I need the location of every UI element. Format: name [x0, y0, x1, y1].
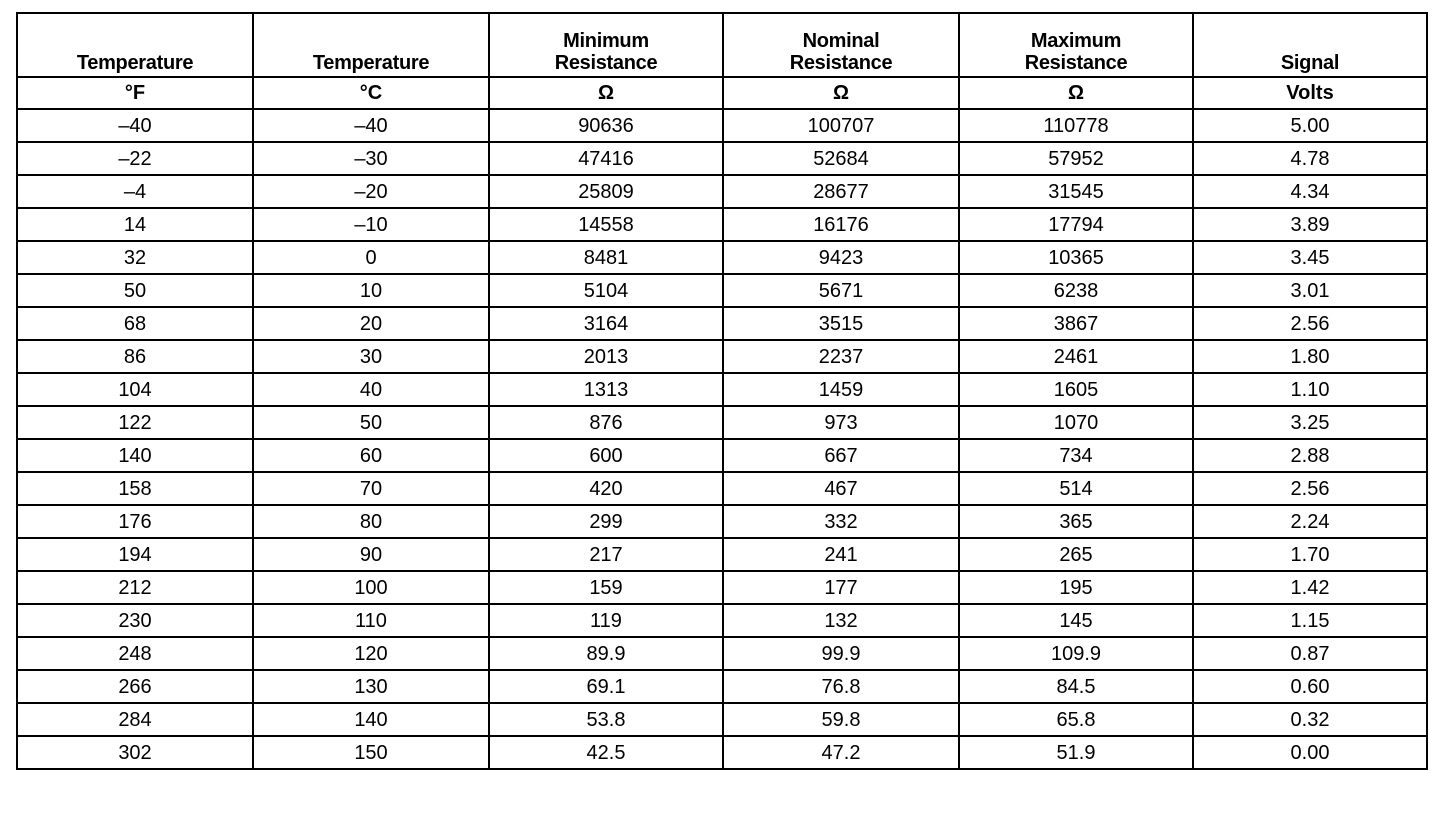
- cell-signal-volts: 3.45: [1193, 241, 1427, 274]
- cell-nominal-resistance: 76.8: [723, 670, 959, 703]
- unit-fahrenheit: °F: [17, 77, 253, 109]
- header-maximum-resistance: [959, 13, 1193, 77]
- cell-signal-volts: 2.56: [1193, 472, 1427, 505]
- header-line2: Signal: [1280, 52, 1340, 74]
- cell-min-resistance: 14558: [489, 208, 723, 241]
- cell-signal-volts: 1.70: [1193, 538, 1427, 571]
- cell-signal-volts: 0.00: [1193, 736, 1427, 769]
- cell-temp-c: 10: [253, 274, 489, 307]
- cell-temp-c: 110: [253, 604, 489, 637]
- unit-ohm-max: Ω: [959, 77, 1193, 109]
- cell-temp-f: 68: [17, 307, 253, 340]
- unit-ohm-min: Ω: [489, 77, 723, 109]
- cell-temp-c: –30: [253, 142, 489, 175]
- cell-signal-volts: 3.89: [1193, 208, 1427, 241]
- table-row: [17, 373, 1427, 406]
- unit-ohm-nominal: Ω: [723, 77, 959, 109]
- cell-signal-volts: 2.24: [1193, 505, 1427, 538]
- cell-nominal-resistance: 59.8: [723, 703, 959, 736]
- cell-nominal-resistance: 99.9: [723, 637, 959, 670]
- table-row: [17, 439, 1427, 472]
- table-row: [17, 274, 1427, 307]
- cell-max-resistance: 365: [959, 505, 1193, 538]
- cell-signal-volts: 1.10: [1193, 373, 1427, 406]
- cell-signal-volts: 1.80: [1193, 340, 1427, 373]
- cell-min-resistance: 600: [489, 439, 723, 472]
- table-row: [17, 175, 1427, 208]
- cell-signal-volts: 3.01: [1193, 274, 1427, 307]
- table-row: [17, 340, 1427, 373]
- cell-temp-f: 122: [17, 406, 253, 439]
- cell-nominal-resistance: 3515: [723, 307, 959, 340]
- cell-temp-c: 60: [253, 439, 489, 472]
- cell-temp-f: 86: [17, 340, 253, 373]
- cell-min-resistance: 47416: [489, 142, 723, 175]
- cell-signal-volts: 1.15: [1193, 604, 1427, 637]
- table-row: [17, 703, 1427, 736]
- cell-nominal-resistance: 241: [723, 538, 959, 571]
- table-body: [17, 109, 1427, 769]
- cell-temp-c: 20: [253, 307, 489, 340]
- cell-min-resistance: 3164: [489, 307, 723, 340]
- cell-max-resistance: 265: [959, 538, 1193, 571]
- table-row: [17, 208, 1427, 241]
- cell-nominal-resistance: 100707: [723, 109, 959, 142]
- cell-temp-c: 80: [253, 505, 489, 538]
- cell-max-resistance: 65.8: [959, 703, 1193, 736]
- cell-max-resistance: 2461: [959, 340, 1193, 373]
- table-row: [17, 670, 1427, 703]
- header-signal: [1193, 13, 1427, 77]
- cell-max-resistance: 51.9: [959, 736, 1193, 769]
- cell-temp-c: 140: [253, 703, 489, 736]
- table-header: [17, 13, 1427, 109]
- cell-nominal-resistance: 16176: [723, 208, 959, 241]
- cell-min-resistance: 2013: [489, 340, 723, 373]
- cell-min-resistance: 69.1: [489, 670, 723, 703]
- header-temperature-f: [17, 13, 253, 77]
- cell-nominal-resistance: 667: [723, 439, 959, 472]
- header-line1: Maximum: [1030, 30, 1122, 52]
- cell-temp-c: 0: [253, 241, 489, 274]
- unit-volts: Volts: [1193, 77, 1427, 109]
- cell-min-resistance: 119: [489, 604, 723, 637]
- cell-signal-volts: 0.60: [1193, 670, 1427, 703]
- table-row: [17, 736, 1427, 769]
- cell-nominal-resistance: 1459: [723, 373, 959, 406]
- cell-temp-c: –40: [253, 109, 489, 142]
- cell-min-resistance: 25809: [489, 175, 723, 208]
- header-line1: Minimum: [563, 30, 649, 52]
- units-row: [17, 77, 1427, 109]
- header-line2: Temperature: [312, 52, 430, 74]
- cell-min-resistance: 159: [489, 571, 723, 604]
- cell-nominal-resistance: 9423: [723, 241, 959, 274]
- cell-max-resistance: 734: [959, 439, 1193, 472]
- cell-signal-volts: 4.78: [1193, 142, 1427, 175]
- cell-temp-c: 90: [253, 538, 489, 571]
- temperature-resistance-table: [16, 12, 1428, 770]
- cell-signal-volts: 1.42: [1193, 571, 1427, 604]
- table-row: [17, 505, 1427, 538]
- table-row: [17, 406, 1427, 439]
- cell-max-resistance: 84.5: [959, 670, 1193, 703]
- cell-temp-f: –4: [17, 175, 253, 208]
- cell-nominal-resistance: 177: [723, 571, 959, 604]
- cell-temp-f: 266: [17, 670, 253, 703]
- table-row: [17, 142, 1427, 175]
- cell-signal-volts: 3.25: [1193, 406, 1427, 439]
- table-row: [17, 637, 1427, 670]
- cell-min-resistance: 420: [489, 472, 723, 505]
- cell-signal-volts: 0.32: [1193, 703, 1427, 736]
- cell-max-resistance: 1605: [959, 373, 1193, 406]
- table-row: [17, 571, 1427, 604]
- cell-nominal-resistance: 52684: [723, 142, 959, 175]
- cell-min-resistance: 53.8: [489, 703, 723, 736]
- table-row: [17, 538, 1427, 571]
- cell-max-resistance: 514: [959, 472, 1193, 505]
- header-line2: Resistance: [554, 52, 658, 74]
- cell-temp-c: 120: [253, 637, 489, 670]
- cell-max-resistance: 17794: [959, 208, 1193, 241]
- cell-min-resistance: 42.5: [489, 736, 723, 769]
- cell-min-resistance: 876: [489, 406, 723, 439]
- cell-temp-c: 150: [253, 736, 489, 769]
- header-row: [17, 13, 1427, 77]
- cell-temp-f: 230: [17, 604, 253, 637]
- cell-min-resistance: 5104: [489, 274, 723, 307]
- cell-max-resistance: 195: [959, 571, 1193, 604]
- cell-max-resistance: 31545: [959, 175, 1193, 208]
- cell-temp-f: 104: [17, 373, 253, 406]
- cell-nominal-resistance: 973: [723, 406, 959, 439]
- cell-max-resistance: 57952: [959, 142, 1193, 175]
- cell-nominal-resistance: 332: [723, 505, 959, 538]
- header-nominal-resistance: [723, 13, 959, 77]
- cell-temp-f: 302: [17, 736, 253, 769]
- cell-temp-f: 158: [17, 472, 253, 505]
- cell-max-resistance: 3867: [959, 307, 1193, 340]
- cell-temp-f: 284: [17, 703, 253, 736]
- table-row: [17, 604, 1427, 637]
- cell-temp-f: 194: [17, 538, 253, 571]
- cell-nominal-resistance: 47.2: [723, 736, 959, 769]
- cell-signal-volts: 2.56: [1193, 307, 1427, 340]
- cell-temp-f: 212: [17, 571, 253, 604]
- cell-temp-c: 70: [253, 472, 489, 505]
- cell-temp-c: 30: [253, 340, 489, 373]
- header-line2: Resistance: [1024, 52, 1128, 74]
- resistance-table-sheet: [16, 12, 1426, 770]
- cell-nominal-resistance: 2237: [723, 340, 959, 373]
- cell-signal-volts: 2.88: [1193, 439, 1427, 472]
- cell-temp-f: 248: [17, 637, 253, 670]
- header-line2: Resistance: [789, 52, 893, 74]
- cell-max-resistance: 10365: [959, 241, 1193, 274]
- cell-max-resistance: 109.9: [959, 637, 1193, 670]
- cell-max-resistance: 6238: [959, 274, 1193, 307]
- cell-temp-c: 50: [253, 406, 489, 439]
- cell-max-resistance: 145: [959, 604, 1193, 637]
- cell-signal-volts: 4.34: [1193, 175, 1427, 208]
- cell-signal-volts: 0.87: [1193, 637, 1427, 670]
- cell-min-resistance: 1313: [489, 373, 723, 406]
- cell-min-resistance: 299: [489, 505, 723, 538]
- cell-temp-f: 32: [17, 241, 253, 274]
- cell-min-resistance: 90636: [489, 109, 723, 142]
- cell-nominal-resistance: 467: [723, 472, 959, 505]
- cell-min-resistance: 89.9: [489, 637, 723, 670]
- cell-nominal-resistance: 132: [723, 604, 959, 637]
- header-line2: Temperature: [76, 52, 194, 74]
- table-row: [17, 472, 1427, 505]
- cell-temp-f: –22: [17, 142, 253, 175]
- cell-min-resistance: 8481: [489, 241, 723, 274]
- cell-temp-f: 176: [17, 505, 253, 538]
- table-row: [17, 109, 1427, 142]
- cell-signal-volts: 5.00: [1193, 109, 1427, 142]
- cell-temp-c: –20: [253, 175, 489, 208]
- cell-temp-f: 14: [17, 208, 253, 241]
- header-line1: Nominal: [802, 30, 880, 52]
- cell-temp-f: 140: [17, 439, 253, 472]
- cell-temp-c: 40: [253, 373, 489, 406]
- cell-min-resistance: 217: [489, 538, 723, 571]
- header-temperature-c: [253, 13, 489, 77]
- cell-temp-c: 130: [253, 670, 489, 703]
- table-row: [17, 307, 1427, 340]
- cell-nominal-resistance: 5671: [723, 274, 959, 307]
- cell-temp-f: 50: [17, 274, 253, 307]
- unit-celsius: °C: [253, 77, 489, 109]
- cell-temp-f: –40: [17, 109, 253, 142]
- cell-temp-c: –10: [253, 208, 489, 241]
- table-row: [17, 241, 1427, 274]
- cell-nominal-resistance: 28677: [723, 175, 959, 208]
- header-minimum-resistance: [489, 13, 723, 77]
- cell-max-resistance: 1070: [959, 406, 1193, 439]
- cell-temp-c: 100: [253, 571, 489, 604]
- cell-max-resistance: 110778: [959, 109, 1193, 142]
